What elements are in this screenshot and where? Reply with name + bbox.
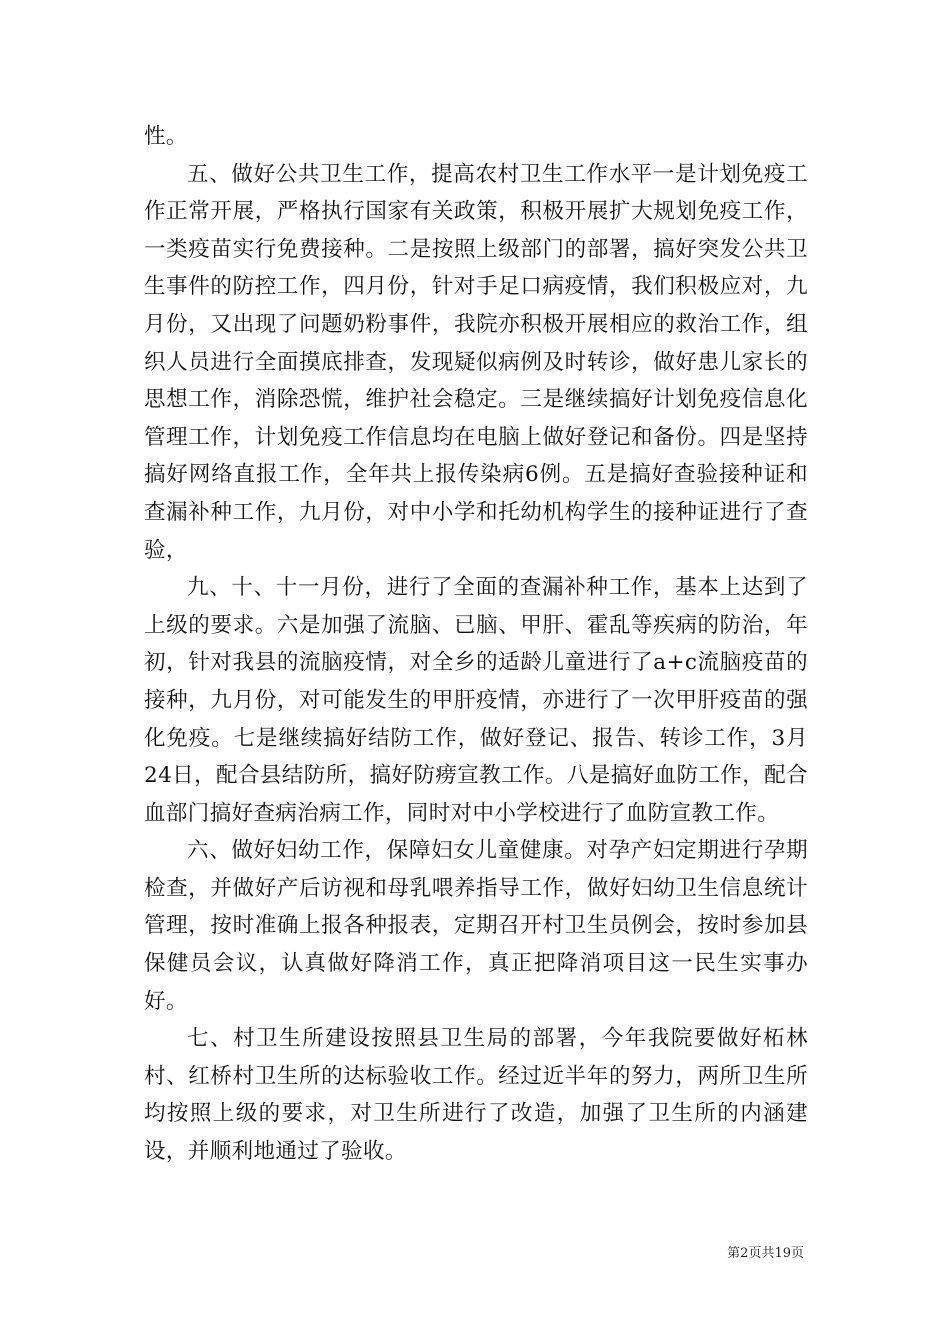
- paragraph-village-clinic: 七、村卫生所建设按照县卫生局的部署，今年我院要做好柘林村、红桥村卫生所的达标验收工作。经过近半年的努力，两所卫生所均按照上级的要求，对卫生所进行了改造，加强了卫生所的内涵建设，并顺利地通过了验收。: [144, 1026, 808, 1165]
- page-number-footer: 第2页共19页: [727, 1246, 804, 1261]
- body-text: [144, 118, 808, 1171]
- paragraph-maternal-child-health: 六、做好妇幼工作，保障妇女儿童健康。对孕产妇定期进行孕期检查，并做好产后访视和母乳喂养指导工作，做好妇幼卫生信息统计管理，按时准确上报各种报表，定期召开村卫生员例会，按时参加县保健员会议，认真做好降消工作，真正把降消项目这一民生实事办好。: [144, 838, 808, 1014]
- paragraph-vaccination-followup: 九、十、十一月份，进行了全面的查漏补种工作，基本上达到了上级的要求。六是加强了流脑、已脑、甲肝、霍乱等疾病的防治，年初，针对我县的流脑疫情，对全乡的适龄儿童进行了a+c流脑疫苗的接种，九月份，对可能发生的甲肝疫情，亦进行了一次甲肝疫苗的强化免疫。七是继续搞好结防工作，做好登记、报告、转诊工作，3月24日，配合县结防所，搞好防痨宣教工作。八是搞好血防工作，配合血部门搞好查病治病工作，同时对中小学校进行了血防宣教工作。: [144, 575, 808, 826]
- paragraph-continuation: 性。: [144, 124, 188, 149]
- paragraph-public-health: 五、做好公共卫生工作，提高农村卫生工作水平一是计划免疫工作正常开展，严格执行国家有关政策，积极开展扩大规划免疫工作，一类疫苗实行免费接种。二是按照上级部门的部署，搞好突发公共卫生事件的防控工作，四月份，针对手足口病疫情，我们积极应对，九月份，又出现了问题奶粉事件，我院亦积极开展相应的救治工作，组织人员进行全面摸底排查，发现疑似病例及时转诊，做好患儿家长的思想工作，消除恐慌，维护社会稳定。三是继续搞好计划免疫信息化管理工作，计划免疫工作信息均在电脑上做好登记和备份。四是坚持搞好网络直报工作，全年共上报传染病6例。五是搞好查验接种证和查漏补种工作，九月份，对中小学和托幼机构学生的接种证进行了查验，: [144, 161, 808, 563]
